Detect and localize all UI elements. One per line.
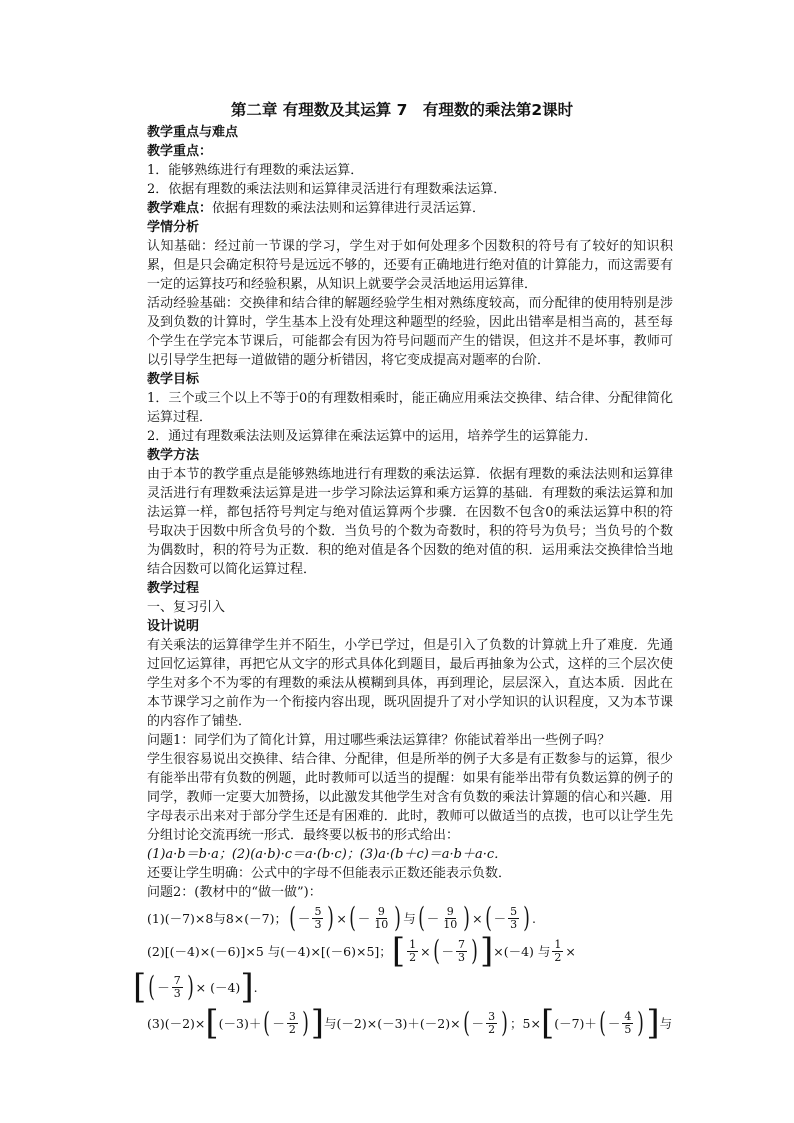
heading-difficulty: 教学难点： [147, 201, 213, 216]
right-paren-icon: ) [471, 934, 478, 967]
fraction-denominator: 3 [173, 986, 181, 1000]
fraction-numerator: 4 [624, 1009, 632, 1023]
heading-process: 教学过程 [147, 581, 200, 596]
fraction-numerator: 3 [488, 1009, 496, 1023]
section-review: 一、复习引入 [147, 600, 226, 615]
left-paren-icon: ( [349, 901, 356, 934]
fraction [552, 939, 563, 964]
focus-item-1: 1．能够熟练进行有理数的乘法运算． [147, 163, 364, 178]
fraction [372, 906, 390, 931]
fraction [508, 906, 519, 931]
fraction-numerator: 5 [510, 904, 518, 918]
right-paren-icon: ) [501, 1006, 508, 1039]
math-text: ×(－4) 与 [493, 944, 551, 959]
paragraph-student-response: 学生很容易说出交换律、结合律、分配律，但是所举的例子大多是有正数参与的运算，很少有能举出带有负数的例题，此时教师可以适当的提醒：如果有能举出带有负数运算的例子的同学，教师一定要大加赞扬，以此激发其他学生对含有负数的乘法计算题的信心和兴趣．用字母表示出来对于部分学生还是有困难的．此时，教师可以做适当的点拨，也可以让学生先分组讨论交流再统一形式．最终要以板书的形式给出： [147, 752, 673, 843]
math-text: 与(－2)×(－3)＋(－2)× [324, 1016, 461, 1031]
fraction-numerator: 9 [446, 904, 454, 918]
fraction-numerator: 1 [409, 937, 417, 951]
heading-methods: 教学方法 [147, 448, 200, 463]
math-row-2 [147, 931, 673, 971]
left-paren-icon: ( [148, 970, 156, 1003]
paragraph-design-note: 有关乘法的运算律学生并不陌生，小学已学过，但是引入了负数的计算就上升了难度．先通过回忆运算律，再把它从文字的形式具体化到题目，最后再抽象为公式，这样的三个层次使学生对多个不为零的有理数的乘法从模糊到具体，再到理论，层层深入，直达本质．因此在本节课学习之前作为一个衔接内容出现，既巩固提升了对小学知识的认识程度，又为本节课的内容作了铺垫． [147, 638, 673, 729]
fraction-numerator: 9 [377, 904, 385, 918]
heading-learning-analysis: 学情分析 [147, 220, 200, 235]
math-text: (2)[(－4)×(－6)]×5 与(－4)×[(－6)×5]； [147, 944, 392, 959]
page-title: 第二章 有理数及其运算 7 有理数的乘法第2课时 [230, 101, 574, 119]
paragraph-methods: 由于本节的教学重点是能够熟练地进行有理数的乘法运算．依据有理数的乘法法则和运算律灵活进行有理数乘法运算是进一步学习除法运算和乘方运算的基础．有理数的乘法运算和加法运算一样，都包括符号判定与绝对值运算两个步骤．在因数不包含0的乘法运算中积的符号取决于因数中所含负号的个数．当负号的个数为奇数时，积的符号为负号；当负号的个数为偶数时，积的符号为正数．积的绝对值是各个因数的绝对值的积．运用乘法交换律恰当地结合因数可以简化运算过程． [147, 467, 673, 577]
left-paren-icon: ( [263, 1006, 271, 1039]
fraction-numerator: 1 [554, 937, 562, 951]
heading-objectives: 教学目标 [147, 372, 200, 387]
fraction [441, 906, 459, 931]
paragraph-cognitive: 认知基础：经过前一节课的学习，学生对于如何处理多个因数积的符号有了较好的知识积累，但是只会确定积符号是远远不够的，还要有正确地进行绝对值的计算能力，而这需要有一定的运算技巧和经验积累，从知识上就要学会灵活地运用运算律． [147, 239, 673, 292]
right-paren-icon: ) [186, 970, 194, 1003]
fraction-denominator: 2 [288, 1022, 296, 1036]
minus-sign: － [272, 1016, 285, 1031]
minus-sign: － [471, 1016, 485, 1031]
minus-sign: － [357, 911, 371, 926]
math-text: (3)(－2)× [147, 1016, 206, 1031]
objective-1: 1．三个或三个以上不等于0的有理数相乘时，能正确应用乘法交换律、结合律、分配律简化运算过程． [147, 391, 673, 425]
fraction-denominator: 2 [554, 950, 562, 964]
objective-2: 2．通过有理数乘法法则及运算律在乘法运算中的运用，培养学生的运算能力． [147, 429, 598, 444]
difficulty-line [147, 199, 673, 218]
heading-key-points: 教学重点与难点 [147, 125, 239, 140]
left-paren-icon: ( [484, 901, 492, 934]
minus-sign: － [607, 1016, 621, 1031]
left-bracket-icon: [ [205, 1003, 219, 1043]
math-text: . [253, 979, 258, 995]
fraction-denominator: 5 [624, 1022, 632, 1036]
right-bracket-icon: ] [646, 1003, 660, 1043]
heading-focus: 教学重点： [147, 144, 213, 159]
math-text: 与 [403, 911, 416, 926]
math-text: (－7)＋ [554, 1016, 597, 1031]
right-paren-icon: ) [523, 901, 530, 934]
fraction-denominator: 10 [443, 917, 458, 931]
left-paren-icon: ( [289, 901, 296, 934]
minus-sign: － [157, 980, 170, 995]
fraction-denominator: 2 [409, 950, 417, 964]
fraction [287, 1011, 298, 1036]
difficulty-text: 依据有理数的乘法法则和运算律进行灵活运算． [212, 201, 486, 216]
paragraph-letters-note: 还要让学生明确：公式中的字母不但能表示正数还能表示负数． [147, 866, 512, 881]
heading-design-note: 设计说明 [147, 619, 200, 634]
right-bracket-icon: ] [479, 931, 494, 971]
math-row-3 [133, 967, 673, 1007]
right-paren-icon: ) [394, 901, 402, 934]
fraction-denominator: 2 [488, 1022, 496, 1036]
left-paren-icon: ( [432, 934, 440, 967]
fraction-numerator: 7 [173, 973, 181, 987]
math-text: . [532, 910, 537, 926]
fraction-denominator: 3 [314, 917, 322, 931]
fraction [172, 975, 183, 1000]
math-row-1 [147, 901, 673, 934]
right-paren-icon: ) [463, 901, 470, 934]
left-bracket-icon: [ [391, 931, 406, 971]
times-sign: × [565, 943, 576, 959]
math-text: 与 [659, 1016, 673, 1031]
left-paren-icon: ( [462, 1006, 470, 1039]
fraction-denominator: 3 [458, 950, 466, 964]
left-bracket-icon: [ [133, 967, 147, 1007]
fraction [456, 939, 467, 964]
times-sign: × [472, 910, 483, 926]
fraction-numerator: 5 [314, 904, 322, 918]
math-row-4 [147, 1003, 673, 1043]
question-2: 问题2：(教材中的“做一做”)： [147, 885, 322, 900]
left-paren-icon: ( [417, 901, 425, 934]
paragraph-experience: 活动经验基础：交换律和结合律的解题经验学生相对熟练度较高，而分配律的使用特别是涉及到负数的计算时，学生基本上没有处理这种题型的经验，因此出错率是相当高的，甚至每个学生在学完本节课后，可能都会有因为符号问题而产生的错误，但这并不是坏事，教师可以引导学生把每一道做错的题分析错因，将它变成提高对题率的台阶． [147, 296, 673, 368]
fraction [312, 906, 323, 931]
left-bracket-icon: [ [540, 1003, 555, 1043]
fraction-denominator: 3 [510, 917, 518, 931]
fraction [407, 939, 418, 964]
left-paren-icon: ( [599, 1006, 606, 1039]
right-paren-icon: ) [327, 901, 335, 934]
times-sign: × [420, 943, 431, 959]
fraction-numerator: 3 [288, 1009, 296, 1023]
times-sign: × [336, 910, 347, 926]
math-text: (1)(－7)×8与8×(－7)； [147, 911, 287, 926]
minus-sign: － [441, 944, 455, 959]
fraction-numerator: 7 [458, 937, 466, 951]
right-bracket-icon: ] [240, 967, 254, 1007]
math-text: × (－4) [195, 980, 241, 995]
fraction-denominator: 10 [374, 917, 389, 931]
question-1: 问题1：同学们为了简化计算，用过哪些乘法运算律？你能试着举出一些例子吗？ [147, 733, 611, 748]
formula-laws: (1)a·b＝b·a；(2)(a·b)·c＝a·(b·c)；(3)a·(b＋c)＝a·b＋a·c． [147, 847, 508, 862]
minus-sign: － [426, 911, 440, 926]
minus-sign: － [297, 911, 311, 926]
document-page [133, 98, 673, 1043]
right-paren-icon: ) [637, 1006, 645, 1039]
right-paren-icon: ) [302, 1006, 309, 1039]
math-text: ；5× [510, 1016, 541, 1031]
math-text: (－3)＋ [218, 1016, 262, 1031]
fraction [622, 1011, 633, 1036]
right-bracket-icon: ] [310, 1003, 325, 1043]
focus-item-2: 2．依据有理数的乘法法则和运算律灵活进行有理数乘法运算． [147, 182, 507, 197]
fraction [486, 1011, 497, 1036]
minus-sign: － [493, 911, 507, 926]
